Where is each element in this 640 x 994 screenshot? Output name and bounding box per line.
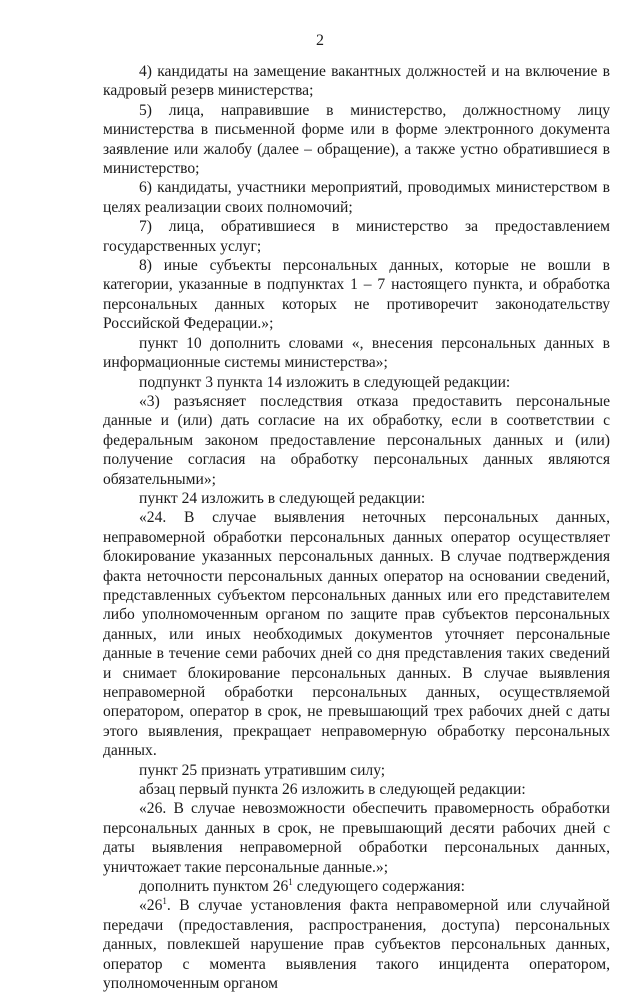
paragraph-addition bbox=[103, 877, 610, 896]
paragraph: «26. В случае невозможности обеспечить правомерность обработки персональных данных в срок, не превышающий десяти рабочих дней с даты выявления неправомерной обработки персональных данных, уничтожает такие персональные данные.»; bbox=[103, 800, 610, 876]
paragraph: пункт 24 изложить в следующей редакции: bbox=[139, 489, 426, 507]
paragraph: «3) разъясняет последствия отказа предоставить персональные данные и (или) дать согласие на их обработку, если в соответствии с федеральным законом предоставление персональных данных и (или) получение согласия на обработку персональных данных являются обязательными»; bbox=[103, 392, 610, 488]
superscript: 1 bbox=[288, 877, 293, 888]
paragraph-26-1 bbox=[103, 896, 610, 993]
paragraph: пункт 10 дополнить словами «, внесения персональных данных в информационные системы министерства»; bbox=[103, 334, 610, 372]
paragraph: 6) кандидаты, участники мероприятий, проводимых министерством в целях реализации своих полномочий; bbox=[103, 179, 610, 216]
item-number-text: «26 bbox=[139, 897, 163, 915]
page-number: 2 bbox=[316, 32, 324, 49]
item-body-text: . В случае установления факта неправомерной или случайной передачи (предоставления, распространения, доступа) персональных данных, повлекшей нарушение прав субъектов персональных данных, оператор с момента выявления такого инцидента оператором, уполномоченным органом bbox=[103, 897, 610, 993]
paragraph: «24. В случае выявления неточных персональных данных, неправомерной обработки персональных данных оператор осуществляет блокирование указанных персональных данных. В случае подтверждения факта неточности персональных данных оператор на основании сведений, представленных субъектом персональных данных или его представителем либо уполномоченным органом по защите прав субъектов персональных данных, или иных необходимых документов уточняет персональные данные в течение семи рабочих дней со дня представления таких сведений и снимает блокирование персональных данных. В случае выявления неправомерной обработки персональных данных, осуществляемой оператором, оператор в срок, не превышающий трех рабочих дней с даты этого выявления, прекращает неправомерную обработку персональных данных. bbox=[103, 509, 610, 760]
paragraph: 5) лица, направившие в министерство, должностному лицу министерства в письменной форме или в форме электронного документа заявление или жалобу (далее – обращение), а также устно обратившиеся в министерство; bbox=[103, 101, 610, 178]
paragraph: пункт 25 признать утратившим силу; bbox=[139, 761, 386, 779]
paragraph: абзац первый пункта 26 изложить в следующей редакции: bbox=[139, 781, 526, 799]
document-body bbox=[103, 62, 610, 994]
superscript: 1 bbox=[162, 896, 167, 907]
addition-text-after: следующего содержания: bbox=[292, 878, 465, 896]
addition-text-before: дополнить пунктом 26 bbox=[139, 878, 289, 896]
paragraph: подпункт 3 пункта 14 изложить в следующей редакции: bbox=[139, 373, 511, 391]
paragraph: 8) иные субъекты персональных данных, которые не вошли в категории, указанные в подпунктах 1 – 7 настоящего пункта, и обработка персональных данных которых не противоречит законодательству Российской Федерации.»; bbox=[103, 257, 610, 333]
paragraph: 4) кандидаты на замещение вакантных должностей и на включение в кадровый резерв министерства; bbox=[103, 63, 610, 100]
paragraph: 7) лица, обратившиеся в министерство за предоставлением государственных услуг; bbox=[103, 218, 610, 255]
